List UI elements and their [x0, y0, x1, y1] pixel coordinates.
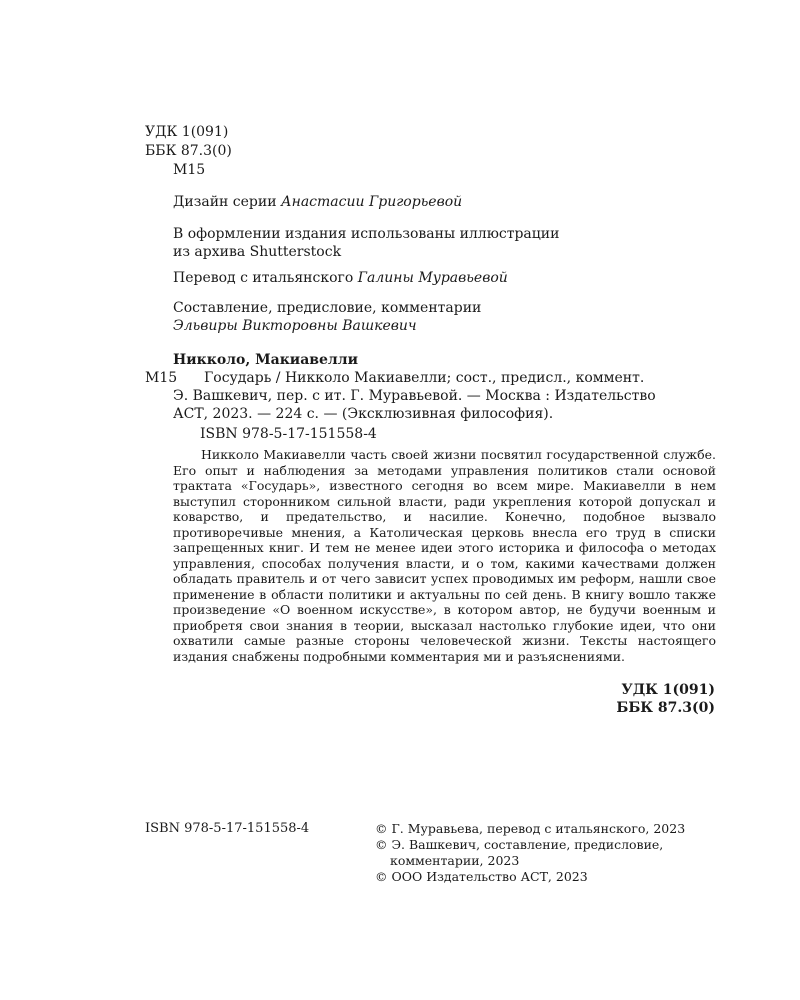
udk-code: УДК 1(091) [145, 124, 229, 140]
bib-line-3: АСТ, 2023. — 224 с. — (Эксклюзивная философия). [173, 406, 554, 422]
author-heading: Никколо, Макиавелли [173, 352, 359, 368]
copyright-compiler-line2: комментарии, 2023 [390, 853, 520, 868]
bbk-code-bottom: ББК 87.3(0) [616, 700, 715, 716]
udk-code-bottom: УДК 1(091) [621, 682, 715, 698]
compiler-name-text: Эльвиры Викторовны Вашкевич [173, 318, 417, 334]
copyright-compiler-line1: © Э. Вашкевич, составление, предисловие, [375, 837, 664, 852]
footer-isbn: ISBN 978-5-17-151558-4 [145, 821, 310, 836]
author-mark: М15 [173, 162, 206, 178]
series-designer-name: Анастасии Григорьевой [281, 194, 463, 210]
compiler-name [173, 318, 417, 335]
translator-name: Галины Муравьевой [357, 270, 508, 286]
bbk-code: ББК 87.3(0) [145, 143, 232, 159]
book-summary: Никколо Макиавелли часть своей жизни посвятил государственной службе. Его опыт и наблюдения за методами управления политиков стали основой трактата «Государь», известного сегодня во всем мире. Макиавелли в нем выступил сторонником сильной власти, ради укрепления которой допускал и коварство, и предательство, и насилие. Конечно, подобное вызвало противоречивые мнения, а Католическая церковь внесла его труд в списки запрещенных книг. И тем не менее идеи этого историка и философа о методах управления, способах получения власти, и о том, какими качествами должен обладать правитель и от чего зависит успех проводимых им реформ, нашли свое применение в области политики и актуальны по сей день. В книгу вошло также произведение «О военном искусстве», в котором автор, не будучи военным и приобретя свои знания в теории, высказал настолько глубокие идеи, что они охватили самые разные стороны человеческой жизни. Тексты настоящего издания снабжены подробными комментария ми и разъяснениями. [173, 447, 716, 664]
series-design-prefix: Дизайн серии [173, 194, 282, 210]
bib-isbn: ISBN 978-5-17-151558-4 [200, 426, 377, 442]
copyright-publisher: © ООО Издательство АСТ, 2023 [375, 869, 588, 884]
illustrations-credit-line2: из архива Shutterstock [173, 244, 342, 260]
bib-line-1: Государь / Никколо Макиавелли; сост., предисл., коммент. [204, 370, 645, 386]
series-design-credit [173, 194, 462, 211]
copyright-translator: © Г. Муравьева, перевод с итальянского, 2023 [375, 821, 686, 836]
translation-prefix: Перевод с итальянского [173, 270, 358, 286]
copyright-block [375, 821, 685, 885]
bib-mark: М15 [145, 370, 178, 386]
compilation-credit: Составление, предисловие, комментарии [173, 300, 482, 316]
illustrations-credit-line1: В оформлении издания использованы иллюстрации [173, 226, 560, 242]
translation-credit [173, 270, 508, 287]
bib-line-2: Э. Вашкевич, пер. с ит. Г. Муравьевой. — Москва : Издательство [173, 388, 656, 404]
